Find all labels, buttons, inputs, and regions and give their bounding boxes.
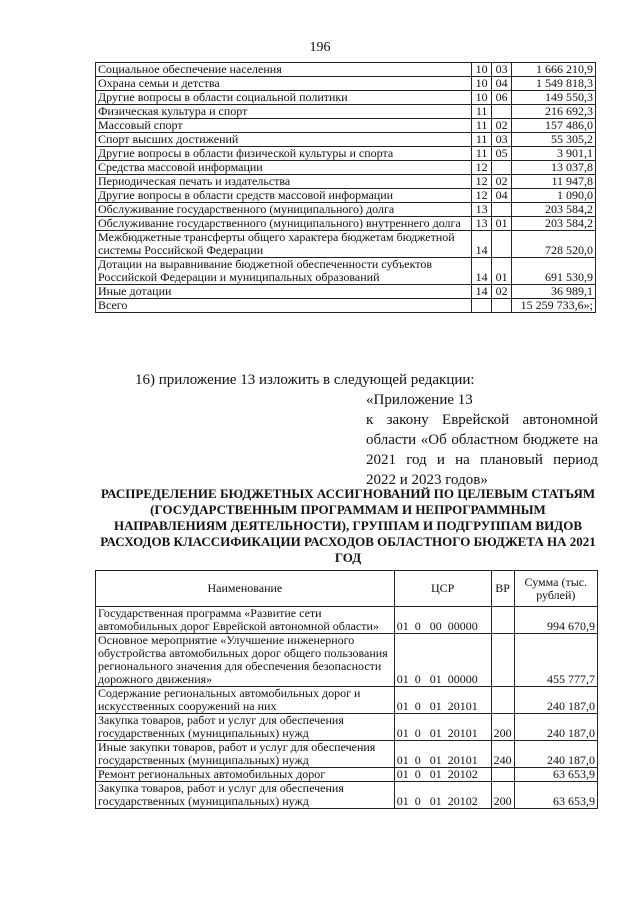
appendix-reference: к закону Еврейской автономной области «Об областном бюджете на 2021 год и на плановый период 2022 и 2023 годов» — [366, 412, 598, 488]
target-articles-table — [95, 570, 598, 809]
appendix-header — [366, 390, 598, 490]
row-sum: 728 520,0 — [512, 231, 596, 258]
row-vr — [491, 607, 514, 634]
row-vr: 200 — [491, 714, 514, 741]
row-name: Другие вопросы в области средств массовой информации — [96, 189, 472, 203]
row-sum: 55 305,2 — [512, 133, 596, 147]
row-sum: 240 187,0 — [514, 714, 597, 741]
row-sum: 63 653,9 — [514, 782, 597, 809]
row-name: Содержание региональных автомобильных дорог и искусственных сооружений на них — [96, 687, 395, 714]
row-name: Межбюджетные трансферты общего характера бюджетам бюджетной системы Российской Федерации — [96, 231, 472, 258]
row-csr: 01 0 01 20102 — [394, 782, 491, 809]
row-subsection — [492, 203, 512, 217]
row-sum: 63 653,9 — [514, 768, 597, 782]
row-vr — [491, 687, 514, 714]
row-sum: 157 486,0 — [512, 119, 596, 133]
row-section: 14 — [472, 258, 492, 285]
row-name: Другие вопросы в области социальной политики — [96, 91, 472, 105]
row-subsection — [492, 105, 512, 119]
row-section: 11 — [472, 133, 492, 147]
row-csr: 01 0 01 20101 — [394, 687, 491, 714]
header-sum: Сумма (тыс. рублей) — [514, 571, 597, 607]
row-sum: 216 692,3 — [512, 105, 596, 119]
row-sum: 36 989,1 — [512, 285, 596, 299]
row-csr: 01 0 01 20101 — [394, 714, 491, 741]
row-section: 14 — [472, 285, 492, 299]
row-csr: 01 0 01 20101 — [394, 741, 491, 768]
total-empty-pr — [492, 299, 512, 313]
table-row — [96, 768, 598, 782]
header-csr: ЦСР — [394, 571, 491, 607]
table-row — [96, 189, 596, 203]
row-section: 13 — [472, 203, 492, 217]
row-name: Охрана семьи и детства — [96, 77, 472, 91]
row-name: Основное мероприятие «Улучшение инженерного обустройства автомобильных дорог общего пользования регионального значения для обеспечения безопасности дорожного движения» — [96, 634, 395, 687]
table-row — [96, 133, 596, 147]
row-sum: 149 550,3 — [512, 91, 596, 105]
table-row — [96, 687, 598, 714]
table-row — [96, 175, 596, 189]
row-section: 14 — [472, 231, 492, 258]
row-name: Социальное обеспечение населения — [96, 63, 472, 77]
row-section: 12 — [472, 161, 492, 175]
row-subsection — [492, 161, 512, 175]
row-name: Иные закупки товаров, работ и услуг для обеспечения государственных (муниципальных) нужд — [96, 741, 395, 768]
row-sum: 240 187,0 — [514, 687, 597, 714]
row-sum: 203 584,2 — [512, 217, 596, 231]
amendment-line: 16) приложение 13 изложить в следующей редакции: — [135, 372, 475, 388]
row-section: 10 — [472, 77, 492, 91]
row-name: Иные дотации — [96, 285, 472, 299]
row-vr — [491, 768, 514, 782]
row-name: Ремонт региональных автомобильных дорог — [96, 768, 395, 782]
row-csr: 01 0 00 00000 — [394, 607, 491, 634]
row-vr: 200 — [491, 782, 514, 809]
row-sum: 203 584,2 — [512, 203, 596, 217]
row-name: Массовый спорт — [96, 119, 472, 133]
table-row — [96, 119, 596, 133]
row-section: 10 — [472, 91, 492, 105]
row-sum: 11 947,8 — [512, 175, 596, 189]
row-subsection — [492, 231, 512, 258]
row-section: 11 — [472, 105, 492, 119]
table-row — [96, 161, 596, 175]
row-subsection: 02 — [492, 285, 512, 299]
row-sum: 994 670,9 — [514, 607, 597, 634]
row-subsection: 05 — [492, 147, 512, 161]
appendix-number: «Приложение 13 — [366, 392, 473, 408]
row-section: 11 — [472, 147, 492, 161]
table-row — [96, 203, 596, 217]
page-number: 196 — [309, 40, 331, 55]
target-articles-body — [96, 607, 598, 809]
row-name: Обслуживание государственного (муниципального) внутреннего долга — [96, 217, 472, 231]
row-vr: 240 — [491, 741, 514, 768]
row-sum: 1 549 818,3 — [512, 77, 596, 91]
row-section: 13 — [472, 217, 492, 231]
table-row — [96, 105, 596, 119]
total-row — [96, 299, 596, 313]
table-row — [96, 258, 596, 285]
row-sum: 13 037,8 — [512, 161, 596, 175]
row-section: 12 — [472, 175, 492, 189]
row-name: Другие вопросы в области физической культуры и спорта — [96, 147, 472, 161]
table-row — [96, 77, 596, 91]
row-name: Обслуживание государственного (муниципального) долга — [96, 203, 472, 217]
row-name: Периодическая печать и издательства — [96, 175, 472, 189]
expenditure-table-sections — [95, 62, 596, 313]
row-subsection: 01 — [492, 217, 512, 231]
row-subsection: 01 — [492, 258, 512, 285]
table-row — [96, 63, 596, 77]
row-name: Закупка товаров, работ и услуг для обеспечения государственных (муниципальных) нужд — [96, 782, 395, 809]
row-section: 10 — [472, 63, 492, 77]
row-sum: 240 187,0 — [514, 741, 597, 768]
row-csr: 01 0 01 00000 — [394, 634, 491, 687]
row-sum: 3 901,1 — [512, 147, 596, 161]
table-row — [96, 607, 598, 634]
total-label: Всего — [96, 299, 472, 313]
row-subsection: 04 — [492, 77, 512, 91]
header-vr: ВР — [491, 571, 514, 607]
row-sum: 1 090,0 — [512, 189, 596, 203]
row-subsection: 03 — [492, 63, 512, 77]
row-name: Спорт высших достижений — [96, 133, 472, 147]
document-title: РАСПРЕДЕЛЕНИЕ БЮДЖЕТНЫХ АССИГНОВАНИЙ ПО ЦЕЛЕВЫМ СТАТЬЯМ (ГОСУДАРСТВЕННЫМ ПРОГРАММАМ И НЕПРОГРАММНЫМ НАПРАВЛЕНИЯМ ДЕЯТЕЛЬНОСТИ), ГРУППАМ И ПОДГРУППАМ ВИДОВ РАСХОДОВ КЛАССИФИКАЦИИ РАСХОДОВ ОБЛАСТНОГО БЮДЖЕТА НА 2021 ГОД — [100, 486, 596, 565]
row-name: Физическая культура и спорт — [96, 105, 472, 119]
row-sum: 691 530,9 — [512, 258, 596, 285]
row-subsection: 06 — [492, 91, 512, 105]
row-subsection: 02 — [492, 175, 512, 189]
row-section: 11 — [472, 119, 492, 133]
table-row — [96, 634, 598, 687]
table-row — [96, 217, 596, 231]
row-sum: 455 777,7 — [514, 634, 597, 687]
row-name: Средства массовой информации — [96, 161, 472, 175]
row-vr — [491, 634, 514, 687]
total-empty-rz — [472, 299, 492, 313]
row-subsection: 04 — [492, 189, 512, 203]
table-row — [96, 147, 596, 161]
row-sum: 1 666 210,9 — [512, 63, 596, 77]
table-row — [96, 231, 596, 258]
row-name: Дотации на выравнивание бюджетной обеспеченности субъектов Российской Федерации и муниципальных образований — [96, 258, 472, 285]
row-name: Закупка товаров, работ и услуг для обеспечения государственных (муниципальных) нужд — [96, 714, 395, 741]
table-row — [96, 91, 596, 105]
row-subsection: 02 — [492, 119, 512, 133]
header-name: Наименование — [96, 571, 395, 607]
row-name: Государственная программа «Развитие сети автомобильных дорог Еврейской автономной области» — [96, 607, 395, 634]
row-subsection: 03 — [492, 133, 512, 147]
table-row — [96, 714, 598, 741]
table-row — [96, 782, 598, 809]
table-row — [96, 741, 598, 768]
expenditure-table-body — [96, 63, 596, 313]
table-row — [96, 285, 596, 299]
total-sum: 15 259 733,6»; — [512, 299, 596, 313]
row-csr: 01 0 01 20102 — [394, 768, 491, 782]
row-section: 12 — [472, 189, 492, 203]
